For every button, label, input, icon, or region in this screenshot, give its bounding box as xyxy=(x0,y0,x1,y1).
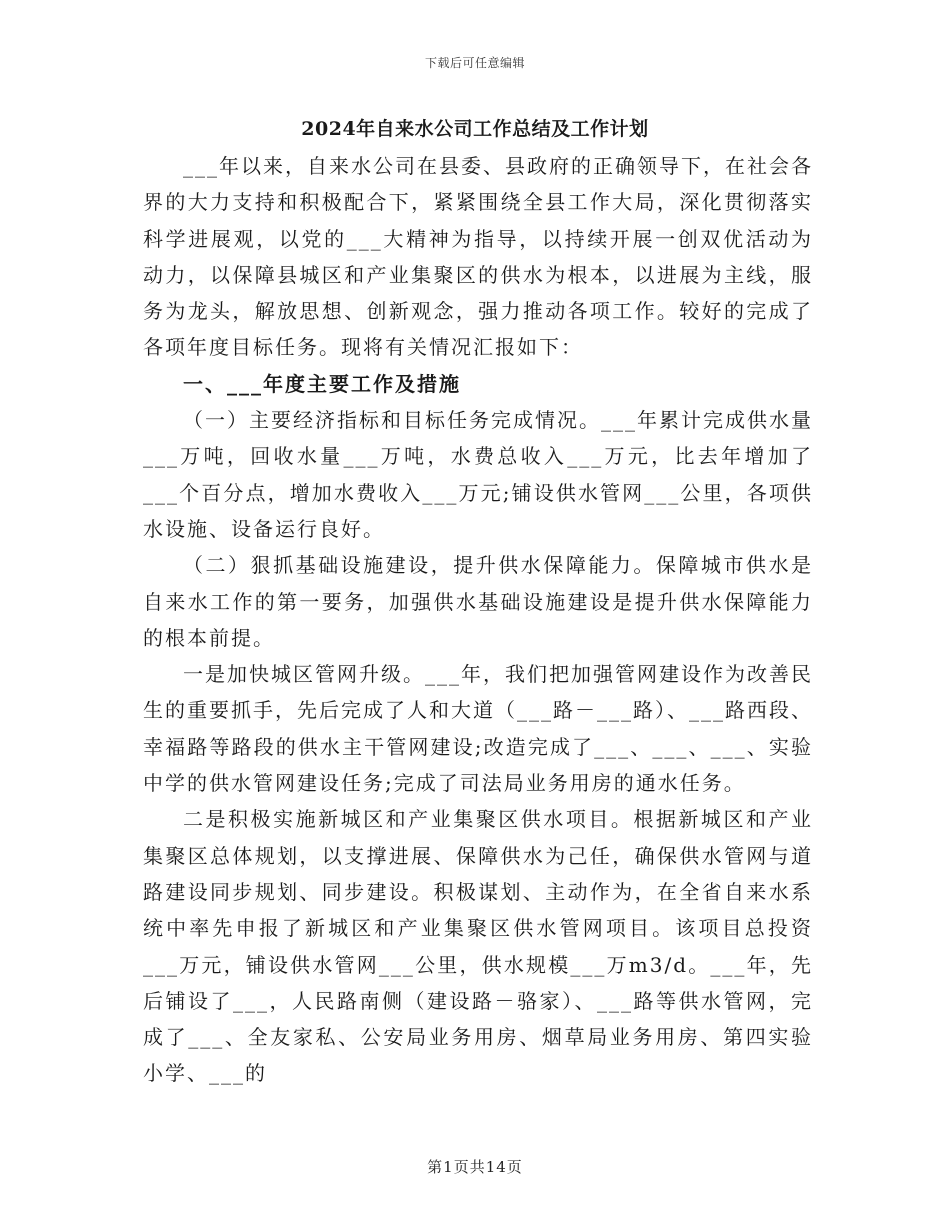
document-title: 2024年自来水公司工作总结及工作计划 xyxy=(301,118,649,140)
intro-paragraph: ___年以来，自来水公司在县委、县政府的正确领导下，在社会各界的大力支持和积极配合下，紧紧围绕全县工作大局，深化贯彻落实科学进展观，以党的___大精神为指导，以持续开展一创双优活动为动力，以保障县城区和产业集聚区的供水为根本，以进展为主线，服务为龙头，解放思想、创新观念，强力推动各项工作。较好的完成了各项年度目标任务。现将有关情况汇报如下： xyxy=(143,154,813,360)
page-footer: 第1页共14页 xyxy=(427,1158,523,1176)
paragraph-economic-indicators: （一）主要经济指标和目标任务完成情况。___年累计完成供水量___万吨，回收水量___万吨，水费总收入___万元，比去年增加了___个百分点，增加水费收入___万元;铺设供水管网___公里，各项供水设施、设备运行良好。 xyxy=(143,408,813,541)
section-heading: 一、___年度主要工作及措施 xyxy=(183,371,461,396)
header-note: 下载后可任意编辑 xyxy=(424,56,525,70)
paragraph-infrastructure: （二）狠抓基础设施建设，提升供水保障能力。保障城市供水是自来水工作的第一要务，加强供水基础设施建设是提升供水保障能力的根本前提。 xyxy=(143,553,813,650)
paragraph-new-district-project: 二是积极实施新城区和产业集聚区供水项目。根据新城区和产业集聚区总体规划，以支撑进展、保障供水为己任，确保供水管网与道路建设同步规划、同步建设。积极谋划、主动作为，在全省自来水系统中率先申报了新城区和产业集聚区供水管网项目。该项目总投资___万元，铺设供水管网___公里，供水规模___万m3/d。___年，先后铺设了___，人民路南侧（建设路－骆家）、___路等供水管网，完成了___、全友家私、公安局业务用房、烟草局业务用房、第四实验小学、___的 xyxy=(143,807,813,1086)
paragraph-pipeline-upgrade: 一是加快城区管网升级。___年，我们把加强管网建设作为改善民生的重要抓手，先后完成了人和大道（___路－___路）、___路西段、幸福路等路段的供水主干管网建设;改造完成了___、___、___、实验中学的供水管网建设任务;完成了司法局业务用房的通水任务。 xyxy=(143,662,813,796)
document-body xyxy=(143,148,813,1092)
